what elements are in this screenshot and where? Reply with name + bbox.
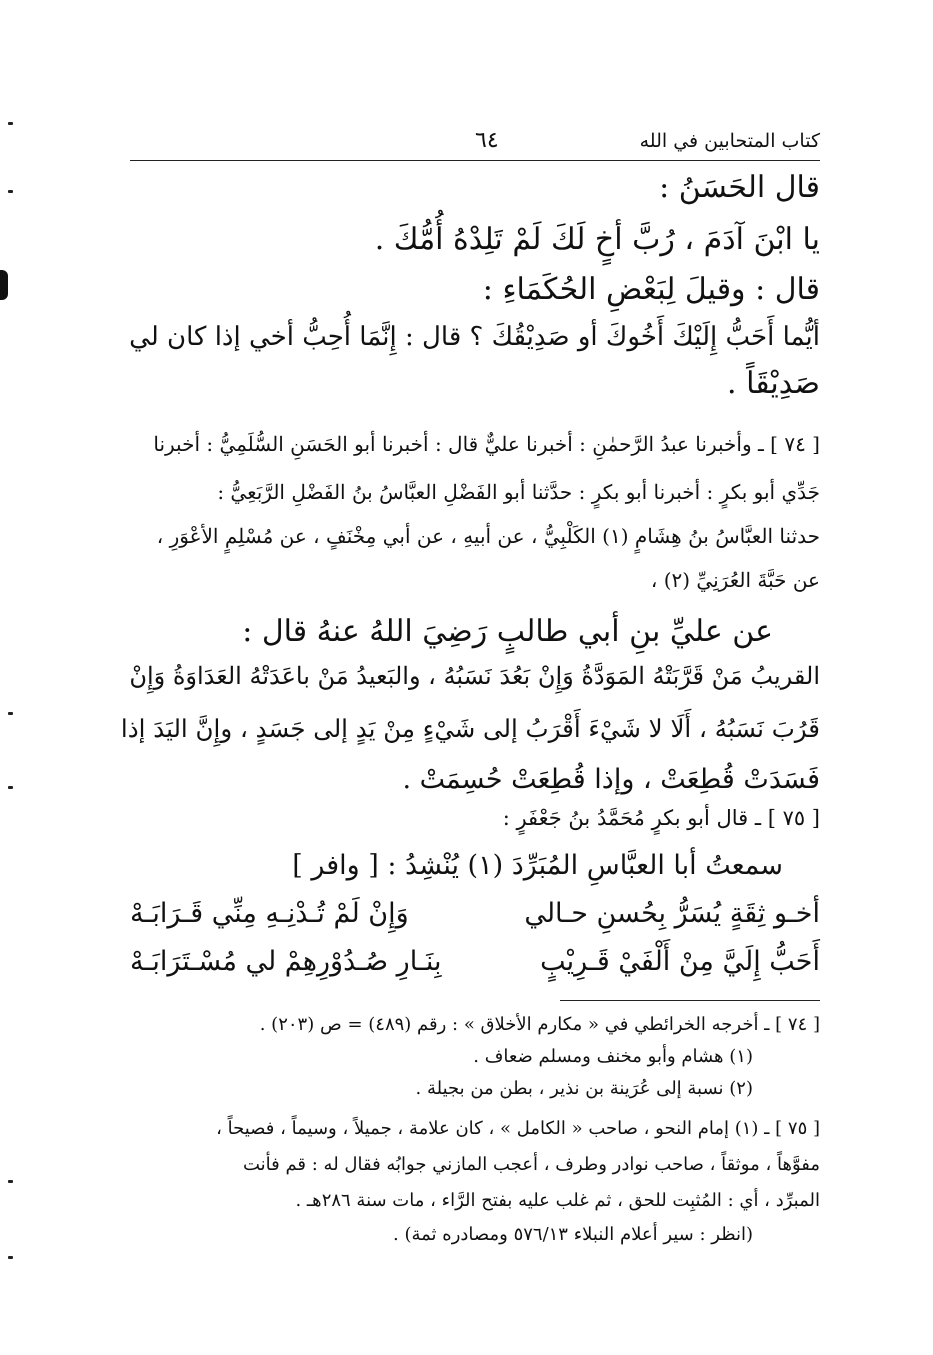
text-line: سمعتُ أبا العبَّاسِ المُبَرِّدَ (١) يُنْشِدُ : [ وافر ] xyxy=(292,850,783,881)
text-line: القريبُ مَنْ قَرَّبَتْهُ المَوَدَّةُ وَإِنْ بَعُدَ نَسَبُهُ ، والبَعيدُ مَنْ باعَدَتْهُ العَدَاوَةُ وَإِنْ xyxy=(129,662,820,690)
book-title: كتاب المتحابين في الله xyxy=(639,130,820,152)
scan-edge-mark xyxy=(0,270,8,300)
text-line: [ ٧٤ ] ـ وأخبرنا عبدُ الرَّحمٰنِ : أخبرنا عليٌّ قال : أخبرنا أبو الحَسَنِ السُّلَمِيُّ : أخبرنا xyxy=(153,432,820,456)
scan-speck xyxy=(8,1256,13,1259)
scan-speck xyxy=(8,1180,13,1183)
text-line: حدثنا العبَّاسُ بنُ هِشَامٍ (١) الكَلْبِيُّ ، عن أبيهِ ، عن أبي مِخْنَفٍ ، عن مُسْلِمٍ الأعْوَرِ ، xyxy=(156,524,820,548)
scan-speck xyxy=(8,712,13,715)
footnote-line: (انظر : سير أعلام النبلاء ٥٧٦/١٣ ومصادره ثمة) . xyxy=(393,1224,753,1245)
verse-hemistich: أَحَبُّ إِلَيَّ مِنْ أَلْفَيْ قَـرِيْبٍ xyxy=(540,946,820,977)
text-line: عن عليِّ بنِ أبي طالبٍ رَضِيَ اللهُ عنهُ قال : xyxy=(242,614,773,649)
text-line: قَرُبَ نَسَبُهُ ، أَلَا لا شَيْءَ أَقْرَبُ إلى شَيْءٍ مِنْ يَدٍ إلى جَسَدٍ ، وإِنَّ اليَدَ إذا xyxy=(120,714,820,743)
footnote-separator xyxy=(560,1000,820,1001)
scan-speck xyxy=(8,190,13,193)
text-line: عن حَبَّةَ العُرَنِيِّ (٢) ، xyxy=(650,568,820,592)
text-line: [ ٧٥ ] ـ قال أبو بكرٍ مُحَمَّدُ بنُ جَعْفَرٍ : xyxy=(502,806,820,830)
footnote-line: (١) هشام وأبو مخنف ومسلم ضعاف . xyxy=(473,1046,753,1067)
footnote-line: [ ٧٥ ] ـ (١) إمام النحو ، صاحب « الكامل » ، كان علامة ، جميلاً ، وسيماً ، فصيحاً ، xyxy=(216,1118,820,1139)
scan-speck xyxy=(8,122,13,125)
text-line: أيُّما أَحَبُّ إِلَيْكَ أَخُوكَ أو صَدِيْقُكَ ؟ قال : إِنَّمَا أُحِبُّ أخي إذا كان لي xyxy=(129,322,820,352)
footnote-line: المبرِّد ، أي : المُثبِت للحق ، ثم غلب عليه بفتح الرَّاء ، مات سنة ٢٨٦هـ . xyxy=(295,1190,820,1211)
verse-hemistich: وَإِنْ لَمْ تُـدْنِـهِ مِنِّي قَـرَابَـهْ xyxy=(130,898,409,929)
page-number: ٦٤ xyxy=(475,128,499,153)
verse-hemistich: بِنَـارِ صُـدُوْرِهِمْ لي مُسْـتَرَابَـهْ xyxy=(130,946,442,977)
footnote-line: (٢) نسبة إلى عُرَينة بن نذير ، بطن من بجيلة . xyxy=(415,1078,753,1099)
footnote-line: [ ٧٤ ] ـ أخرجه الخرائطي في « مكارم الأخلاق » : رقم (٤٨٩) = ص (٢٠٣) . xyxy=(259,1014,820,1035)
text-line: جَدِّي أبو بكرٍ : أخبرنا أبو بكرٍ : حدَّثنا أبو الفَضْلِ العبَّاسُ بنُ الفَضْلِ الرَّبَعِيُّ : xyxy=(217,480,820,504)
footnote-line: مفوَّهاً ، موثقاً ، صاحب نوادر وطرف ، أعجب المازني جوابُه فقال له : قم فأنت xyxy=(242,1154,820,1175)
text-line: صَدِيْقَاً . xyxy=(727,366,820,401)
scan-speck xyxy=(8,786,13,789)
text-line: قال الحَسَنُ : xyxy=(659,170,820,205)
verse-hemistich: أخـو ثِقَةٍ يُسَرُّ بِحُسنِ حـالي xyxy=(524,898,820,929)
text-line: يا ابْنَ آدَمَ ، رُبَّ أخٍ لَكَ لَمْ تَلِدْهُ أُمُّكَ . xyxy=(374,222,820,257)
text-line: فَسَدَتْ قُطِعَتْ ، وإذا قُطِعَتْ حُسِمَتْ . xyxy=(402,764,820,795)
text-line: قال : وقيلَ لِبَعْضِ الحُكَمَاءِ : xyxy=(482,272,820,307)
running-header xyxy=(130,128,820,160)
header-rule xyxy=(130,160,820,161)
